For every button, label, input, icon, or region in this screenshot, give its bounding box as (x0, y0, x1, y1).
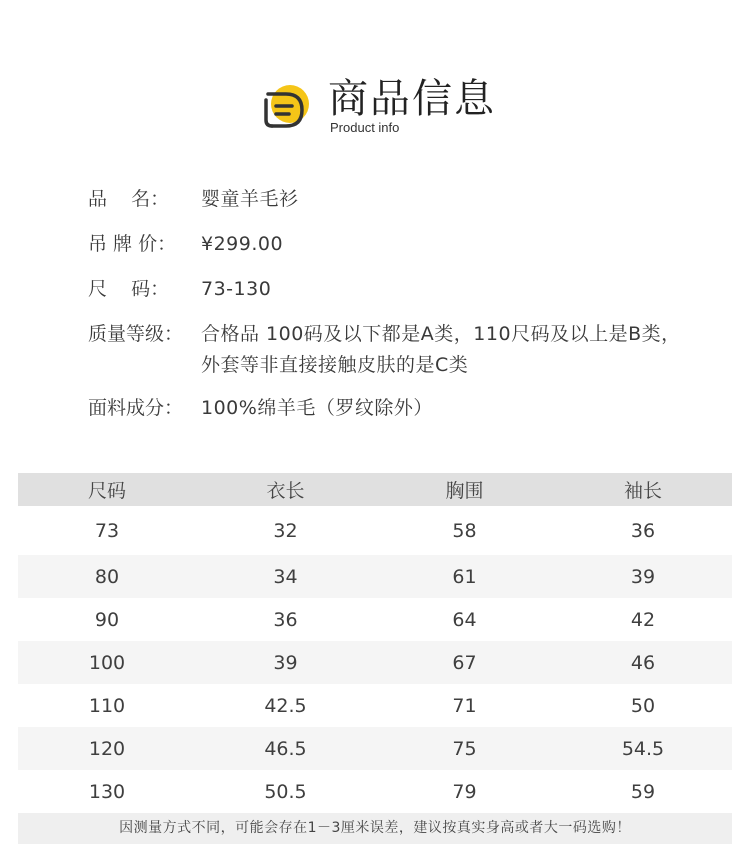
section-header (262, 72, 522, 142)
size-table (18, 473, 732, 813)
table-row (18, 598, 732, 641)
info-label: 吊 牌 价： (88, 233, 177, 255)
info-row-price (88, 229, 681, 260)
table-row (18, 506, 732, 555)
info-row-name (88, 184, 681, 215)
table-cell: 32 (273, 519, 298, 542)
table-cell: 67 (452, 651, 477, 674)
column-header: 袖长 (623, 480, 662, 502)
page-title: 商品信息 (328, 76, 496, 122)
info-value: 100%绵羊毛（罗纹除外） (201, 397, 433, 419)
info-label: 品 名： (88, 188, 170, 210)
table-cell: 59 (630, 780, 656, 803)
info-value: 合格品 100码及以下都是A类，110尺码及以上是B类，外套等非直接接触皮肤的是C类 (201, 323, 681, 376)
table-cell: 50 (630, 694, 656, 717)
table-cell: 130 (88, 780, 126, 803)
table-cell: 75 (452, 737, 477, 760)
info-row-material (88, 393, 681, 424)
info-row-grade (88, 319, 681, 381)
table-header (18, 473, 732, 506)
measurement-note: 因测量方式不同，可能会存在1－3厘米误差，建议按真实身高或者大一码选购！ (18, 813, 732, 844)
info-value: 婴童羊毛衫 (201, 188, 299, 210)
column-header: 胸围 (445, 480, 484, 502)
info-label: 尺 码： (88, 278, 170, 300)
table-cell: 46.5 (264, 737, 307, 760)
table-row (18, 727, 732, 770)
table-cell: 54.5 (621, 737, 665, 760)
table-cell: 50.5 (264, 780, 307, 803)
table-cell: 42 (630, 608, 656, 631)
table-cell: 80 (94, 565, 120, 588)
column-header: 衣长 (266, 480, 305, 502)
table-cell: 71 (452, 694, 477, 717)
table-cell: 39 (630, 565, 656, 588)
document-lines-icon (262, 82, 312, 132)
info-label: 质量等级： (88, 323, 184, 345)
info-row-size (88, 274, 681, 305)
table-cell: 79 (452, 780, 477, 803)
info-label: 面料成分： (88, 397, 184, 419)
table-cell: 120 (88, 737, 126, 760)
table-cell: 34 (273, 565, 298, 588)
table-cell: 100 (88, 651, 126, 674)
table-row (18, 641, 732, 684)
table-cell: 64 (452, 608, 477, 631)
info-value: 73-130 (201, 278, 272, 300)
table-cell: 42.5 (264, 694, 307, 717)
table-row (18, 770, 732, 813)
table-row (18, 555, 732, 598)
table-cell: 90 (94, 608, 120, 631)
table-cell: 39 (273, 651, 298, 674)
column-header: 尺码 (87, 480, 126, 502)
table-cell: 110 (88, 694, 126, 717)
table-cell: 58 (452, 519, 477, 542)
table-cell: 73 (94, 519, 120, 542)
table-cell: 61 (452, 565, 477, 588)
page-subtitle: Product info (330, 120, 400, 135)
table-cell: 36 (273, 608, 298, 631)
table-cell: 36 (630, 519, 656, 542)
table-cell: 46 (630, 651, 656, 674)
table-row (18, 684, 732, 727)
info-value: ¥299.00 (201, 233, 284, 255)
